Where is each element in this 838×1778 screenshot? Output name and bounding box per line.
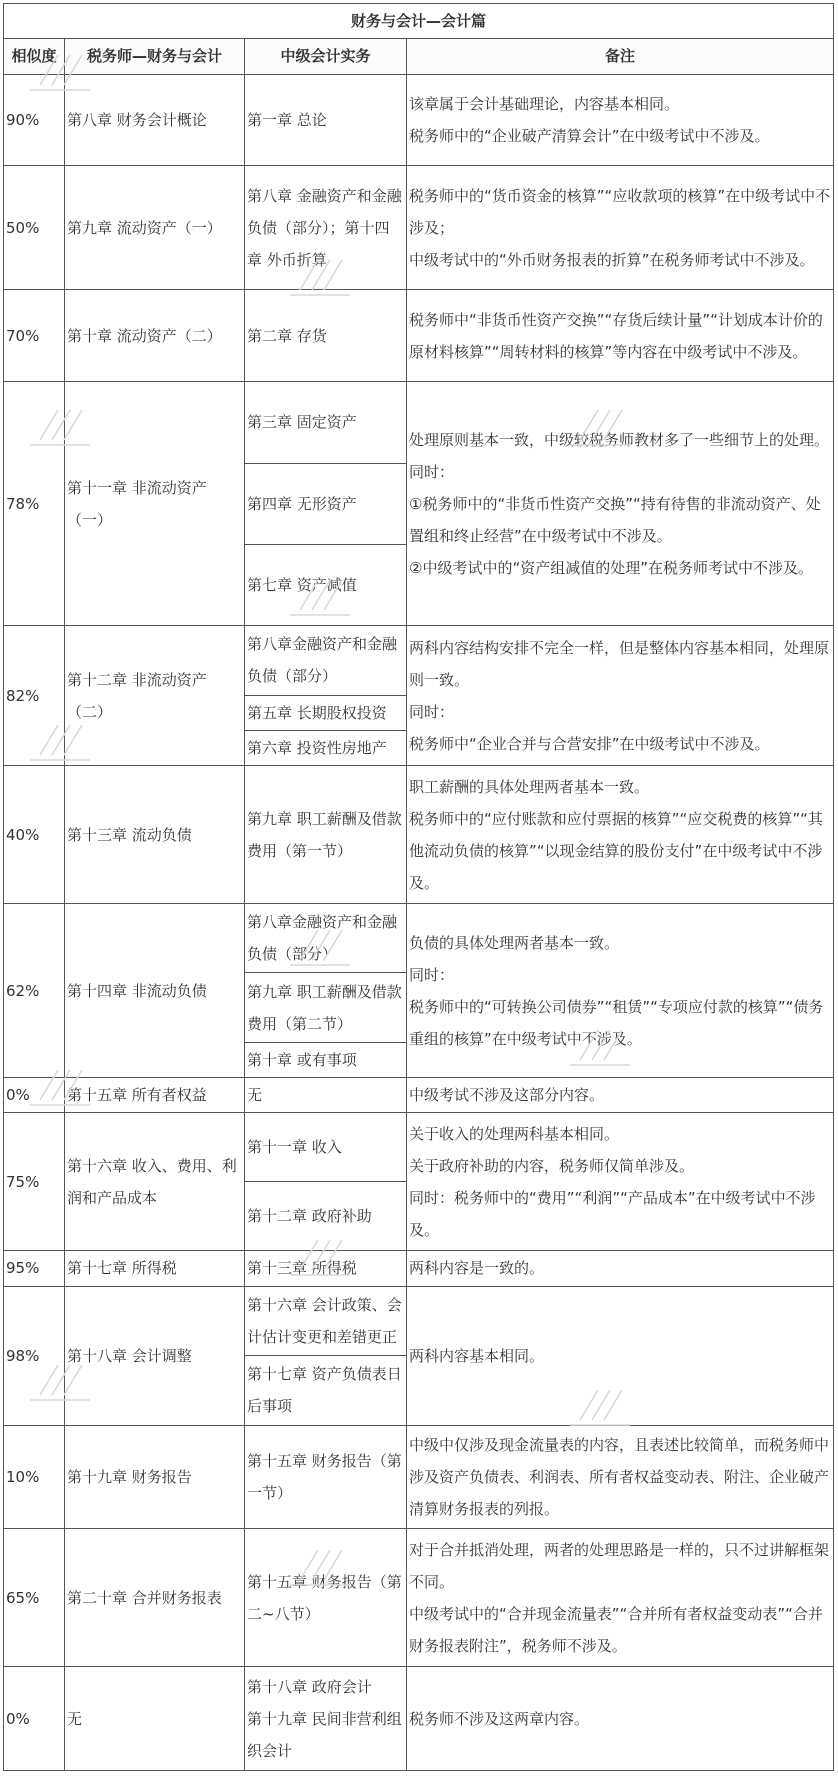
tax-chapter-cell: 第十八章 会计调整 [65, 1286, 245, 1425]
title-row [4, 4, 834, 39]
tax-chapter-cell: 第十三章 流动负债 [65, 766, 245, 904]
mid-chapter-cell: 第十七章 资产负债表日后事项 [245, 1356, 407, 1425]
mid-chapter-cell: 第四章 无形资产 [245, 463, 407, 544]
notes-cell: 税务师中“非货币性资产交换”“存货后续计量”“计划成本计价的原材料核算”“周转材料的核算”等内容在中级考试中不涉及。 [407, 290, 834, 382]
mid-chapter-cell: 第十二章 政府补助 [245, 1182, 407, 1251]
table-row [4, 1078, 834, 1113]
header-notes: 备注 [407, 39, 834, 74]
similarity-cell: 98% [4, 1286, 65, 1425]
table-row [4, 1425, 834, 1529]
mid-chapter-cell: 第十一章 收入 [245, 1113, 407, 1182]
header-row [4, 39, 834, 74]
mid-chapter-cell: 第八章金融资产和金融负债（部分） [245, 626, 407, 695]
table-row [4, 382, 834, 463]
tax-chapter-cell: 第十五章 所有者权益 [65, 1078, 245, 1113]
comparison-table [3, 3, 834, 1771]
mid-chapter-cell: 第一章 总论 [245, 74, 407, 166]
mid-chapter-cell: 第二章 存货 [245, 290, 407, 382]
mid-chapter-cell: 第十五章 财务报告（第二~八节） [245, 1529, 407, 1667]
header-tax-chapter: 税务师—财务与会计 [65, 39, 245, 74]
notes-cell: 税务师不涉及这两章内容。 [407, 1667, 834, 1771]
tax-chapter-cell: 第十章 流动资产（二） [65, 290, 245, 382]
similarity-cell: 75% [4, 1113, 65, 1251]
table-row [4, 166, 834, 290]
notes-cell: 两科内容结构安排不完全一样，但是整体内容基本相同，处理原则一致。 同时： 税务师中“企业合并与合营安排”在中级考试中不涉及。 [407, 626, 834, 766]
tax-chapter-cell: 第十四章 非流动负债 [65, 903, 245, 1077]
notes-cell: 职工薪酬的具体处理两者基本一致。 税务师中的“应付账款和应付票据的核算”“应交税费的核算”“其他流动负债的核算”“以现金结算的股份支付”在中级考试中不涉及。 [407, 766, 834, 904]
table-row [4, 290, 834, 382]
tax-chapter-cell: 第十一章 非流动资产（一） [65, 382, 245, 626]
tax-chapter-cell: 第十六章 收入、费用、利润和产品成本 [65, 1113, 245, 1251]
notes-cell: 两科内容基本相同。 [407, 1286, 834, 1425]
notes-cell: 负债的具体处理两者基本一致。 同时： 税务师中的“可转换公司债券”“租赁”“专项应付款的核算”“债务重组的核算”在中级考试中不涉及。 [407, 903, 834, 1077]
mid-chapter-cell: 第九章 职工薪酬及借款费用（第二节） [245, 973, 407, 1042]
mid-chapter-cell: 第九章 职工薪酬及借款费用（第一节） [245, 766, 407, 904]
similarity-cell: 95% [4, 1251, 65, 1286]
table-row [4, 903, 834, 972]
notes-cell: 两科内容是一致的。 [407, 1251, 834, 1286]
mid-chapter-cell: 第八章 金融资产和金融负债（部分）；第十四章 外币折算 [245, 166, 407, 290]
similarity-cell: 10% [4, 1425, 65, 1529]
mid-chapter-cell: 第三章 固定资产 [245, 382, 407, 463]
similarity-cell: 82% [4, 626, 65, 766]
mid-chapter-cell: 第十八章 政府会计 第十九章 民间非营利组织会计 [245, 1667, 407, 1771]
table-title: 财务与会计—会计篇 [4, 4, 834, 39]
header-similarity: 相似度 [4, 39, 65, 74]
mid-chapter-cell: 无 [245, 1078, 407, 1113]
table-row [4, 1113, 834, 1182]
tax-chapter-cell: 第十二章 非流动资产（二） [65, 626, 245, 766]
mid-chapter-cell: 第十章 或有事项 [245, 1042, 407, 1077]
notes-cell: 中级中仅涉及现金流量表的内容，且表述比较简单，而税务师中涉及资产负债表、利润表、所有者权益变动表、附注、企业破产清算财务报表的列报。 [407, 1425, 834, 1529]
similarity-cell: 70% [4, 290, 65, 382]
mid-chapter-cell: 第十六章 会计政策、会计估计变更和差错更正 [245, 1286, 407, 1355]
similarity-cell: 90% [4, 74, 65, 166]
similarity-cell: 0% [4, 1078, 65, 1113]
notes-cell: 关于收入的处理两科基本相同。 关于政府补助的内容，税务师仅简单涉及。 同时：税务师中的“费用”“利润”“产品成本”在中级考试中不涉及。 [407, 1113, 834, 1251]
tax-chapter-cell: 第二十章 合并财务报表 [65, 1529, 245, 1667]
notes-cell: 税务师中的“货币资金的核算”“应收款项的核算”在中级考试中不涉及； 中级考试中的“外币财务报表的折算”在税务师考试中不涉及。 [407, 166, 834, 290]
similarity-cell: 0% [4, 1667, 65, 1771]
header-mid-chapter: 中级会计实务 [245, 39, 407, 74]
table-row [4, 766, 834, 904]
table-row [4, 1251, 834, 1286]
comparison-sheet [3, 3, 833, 1771]
mid-chapter-cell: 第五章 长期股权投资 [245, 695, 407, 730]
notes-cell: 中级考试不涉及这部分内容。 [407, 1078, 834, 1113]
similarity-cell: 50% [4, 166, 65, 290]
similarity-cell: 78% [4, 382, 65, 626]
similarity-cell: 62% [4, 903, 65, 1077]
table-row [4, 74, 834, 166]
mid-chapter-cell: 第十五章 财务报告（第一节） [245, 1425, 407, 1529]
mid-chapter-cell: 第八章金融资产和金融负债（部分） [245, 903, 407, 972]
tax-chapter-cell: 第九章 流动资产（一） [65, 166, 245, 290]
notes-cell: 处理原则基本一致，中级较税务师教材多了一些细节上的处理。 同时： ①税务师中的“非货币性资产交换”“持有待售的非流动资产、处置组和终止经营”在中级考试中不涉及。 ②中级考试中的“资产组减值的处理”在税务师考试中不涉及。 [407, 382, 834, 626]
tax-chapter-cell: 第八章 财务会计概论 [65, 74, 245, 166]
notes-cell: 该章属于会计基础理论，内容基本相同。 税务师中的“企业破产清算会计”在中级考试中不涉及。 [407, 74, 834, 166]
mid-chapter-cell: 第七章 资产减值 [245, 544, 407, 625]
mid-chapter-cell: 第六章 投资性房地产 [245, 730, 407, 765]
table-row [4, 1286, 834, 1355]
table-row [4, 1529, 834, 1667]
tax-chapter-cell: 第十九章 财务报告 [65, 1425, 245, 1529]
table-row [4, 626, 834, 695]
notes-cell: 对于合并抵消处理，两者的处理思路是一样的，只不过讲解框架不同。 中级考试中的“合并现金流量表”“合并所有者权益变动表”“合并财务报表附注”，税务师不涉及。 [407, 1529, 834, 1667]
mid-chapter-cell: 第十三章 所得税 [245, 1251, 407, 1286]
table-row [4, 1667, 834, 1771]
tax-chapter-cell: 无 [65, 1667, 245, 1771]
tax-chapter-cell: 第十七章 所得税 [65, 1251, 245, 1286]
similarity-cell: 40% [4, 766, 65, 904]
similarity-cell: 65% [4, 1529, 65, 1667]
